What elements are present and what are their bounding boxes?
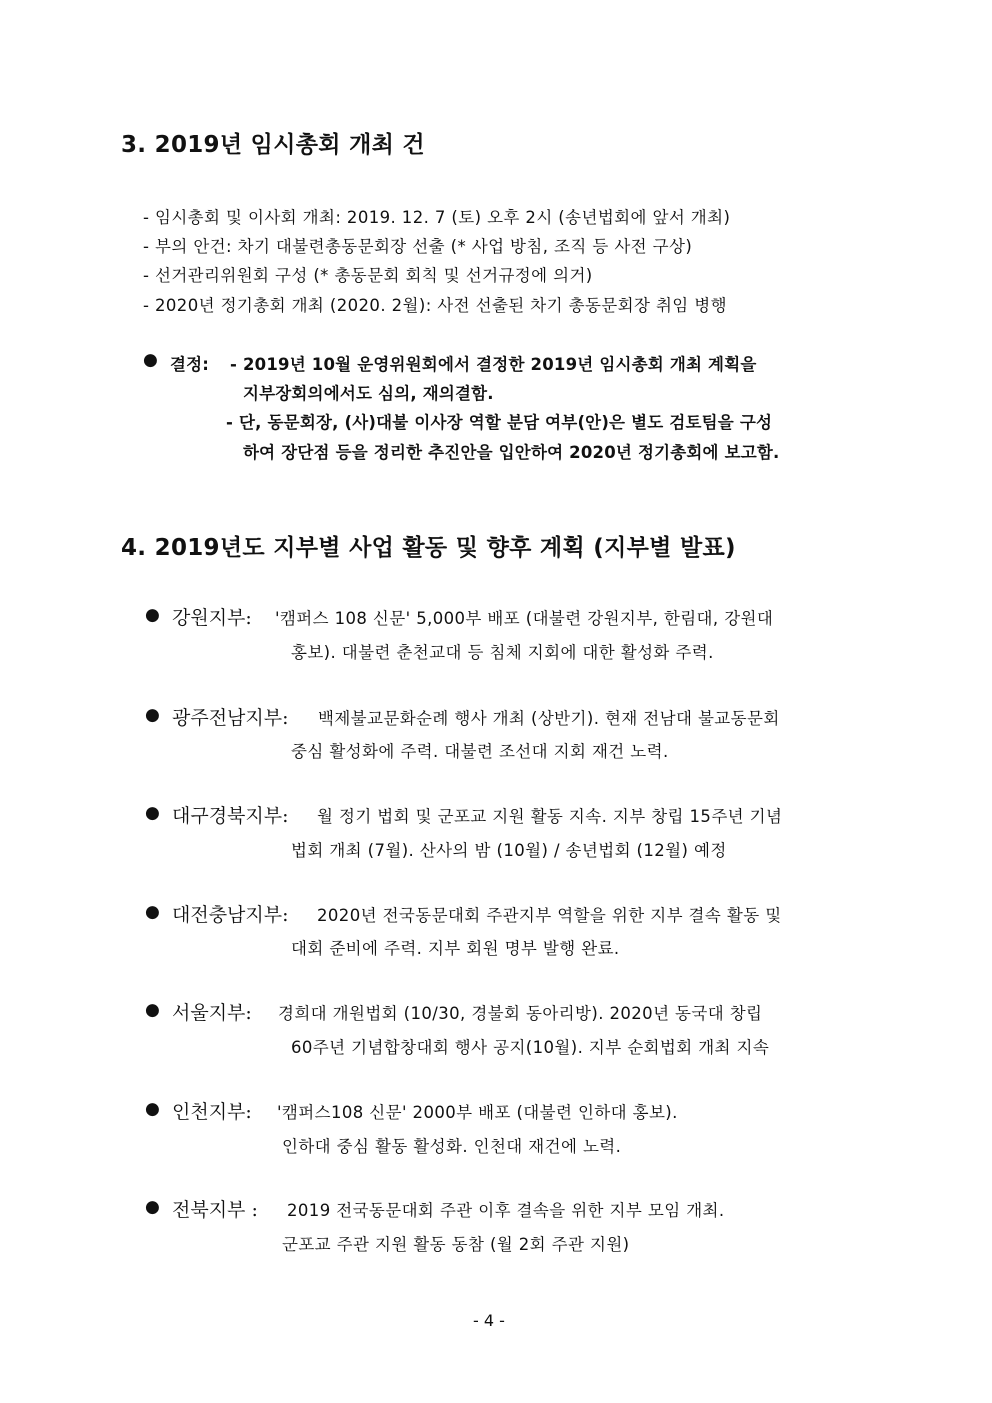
bullet-icon: ● <box>143 350 158 370</box>
section-3-item: - 부의 안건: 차기 대불련총동문회장 선출 (* 사업 방침, 조직 등 사전 구상) <box>143 237 693 256</box>
branch-text: 2019 전국동문대회 주관 이후 결속을 위한 지부 모임 개최. <box>287 1201 725 1220</box>
branch-text: 법회 개최 (7월). 산사의 밤 (10월) / 송년법회 (12월) 예정 <box>291 841 727 860</box>
branch-text: 인하대 중심 활동 활성화. 인천대 재건에 노력. <box>282 1137 622 1156</box>
branch-label: 광주전남지부: <box>172 707 289 729</box>
section-3-item: - 2020년 정기총회 개최 (2020. 2월): 사전 선출된 차기 총동문회장 취임 병행 <box>143 296 727 315</box>
section-3-item: - 임시총회 및 이사회 개최: 2019. 12. 7 (토) 오후 2시 (송년법회에 앞서 개최) <box>143 208 731 227</box>
branch-text: 60주년 기념합창대회 행사 공지(10월). 지부 순회법회 개최 지속 <box>291 1038 770 1057</box>
bullet-icon: ● <box>145 1099 160 1119</box>
branch-label: 대전충남지부: <box>172 904 289 926</box>
bullet-icon: ● <box>145 1000 160 1020</box>
bullet-icon: ● <box>145 1197 160 1217</box>
bullet-icon: ● <box>145 902 160 922</box>
branch-text: 경희대 개원법회 (10/30, 경불회 동아리방). 2020년 동국대 창립 <box>278 1004 763 1023</box>
branch-label: 강원지부: <box>172 607 252 629</box>
branch-label: 인천지부: <box>172 1101 252 1123</box>
bullet-icon: ● <box>145 605 160 625</box>
branch-text: 대회 준비에 주력. 지부 회원 명부 발행 완료. <box>291 939 620 958</box>
branch-label: 전북지부 : <box>172 1199 258 1221</box>
branch-text: 홍보). 대불련 춘천교대 등 침체 지회에 대한 활성화 주력. <box>291 643 714 662</box>
page-number: - 4 - <box>473 1311 505 1330</box>
bullet-icon: ● <box>145 803 160 823</box>
branch-text: 2020년 전국동문대회 주관지부 역할을 위한 지부 결속 활동 및 <box>317 906 782 925</box>
branch-text: '캠퍼스108 신문' 2000부 배포 (대불련 인하대 홍보). <box>277 1103 678 1122</box>
branch-text: 월 정기 법회 및 군포교 지원 활동 지속. 지부 창립 15주년 기념 <box>317 807 783 826</box>
decision-line: - 단, 동문회장, (사)대불 이사장 역할 분담 여부(안)은 별도 검토팀을 구성 <box>226 413 773 432</box>
section-3-heading: 3. 2019년 임시총회 개최 건 <box>121 132 425 158</box>
decision-line: 하여 장단점 등을 정리한 추진안을 입안하여 2020년 정기총회에 보고함. <box>243 443 780 462</box>
branch-label: 대구경북지부: <box>172 805 289 827</box>
section-3-item: - 선거관리위원회 구성 (* 총동문회 회칙 및 선거규정에 의거) <box>143 266 593 285</box>
bullet-icon: ● <box>145 705 160 725</box>
branch-text: '캠퍼스 108 신문' 5,000부 배포 (대불련 강원지부, 한림대, 강원대 <box>275 609 774 628</box>
decision-label: 결정: <box>170 355 210 374</box>
decision-line: 지부장회의에서도 심의, 재의결함. <box>243 384 494 403</box>
section-4-heading: 4. 2019년도 지부별 사업 활동 및 향후 계획 (지부별 발표) <box>121 535 736 561</box>
branch-text: 군포교 주관 지원 활동 동참 (월 2회 주관 지원) <box>282 1235 630 1254</box>
branch-text: 백제불교문화순례 행사 개최 (상반기). 현재 전남대 불교동문회 <box>318 709 780 728</box>
branch-text: 중심 활성화에 주력. 대불련 조선대 지회 재건 노력. <box>291 742 669 761</box>
decision-line: - 2019년 10월 운영위원회에서 결정한 2019년 임시총회 개최 계획을 <box>230 355 757 374</box>
branch-label: 서울지부: <box>172 1002 252 1024</box>
